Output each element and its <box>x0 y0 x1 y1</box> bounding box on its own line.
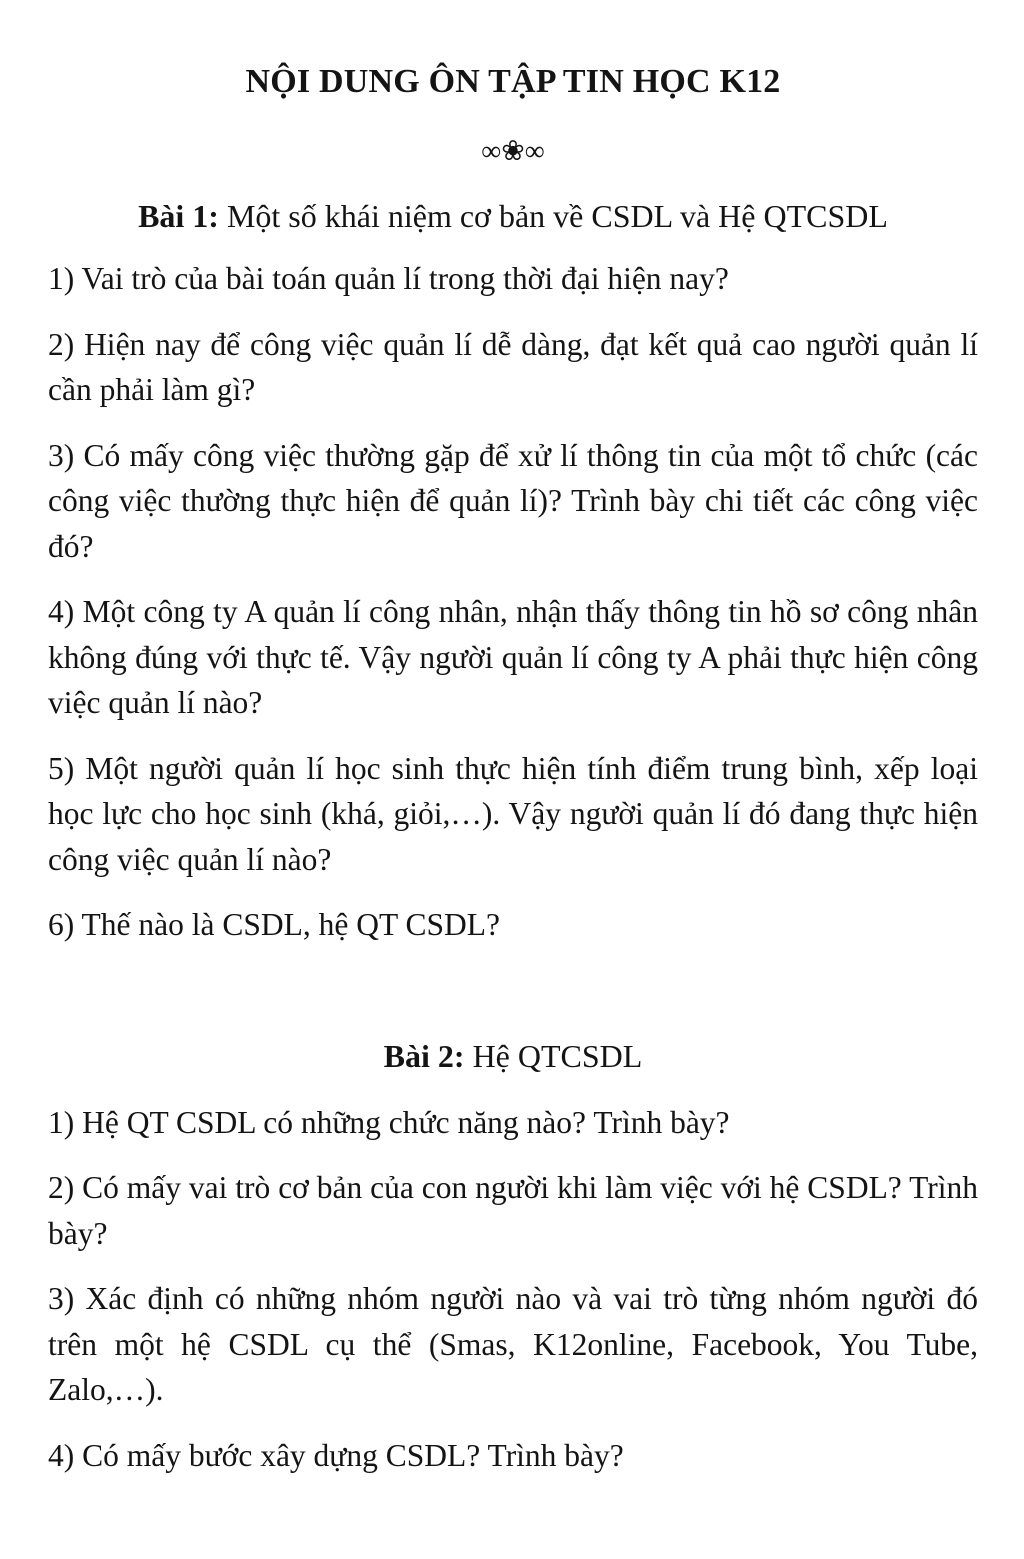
lesson-2-heading <box>48 1034 978 1078</box>
question-1-2: 2) Hiện nay để công việc quản lí dễ dàng, đạt kết quả cao người quản lí cần phải làm gì? <box>48 326 978 407</box>
question-2-1: 1) Hệ QT CSDL có những chức năng nào? Trình bày? <box>48 1104 730 1140</box>
question-1-5: 5) Một người quản lí học sinh thực hiện tính điểm trung bình, xếp loại học lực cho học sinh (khá, giỏi,…). Vậy người quản lí đó đang thực hiện công việc quản lí nào? <box>48 750 978 877</box>
lesson-2-questions <box>48 1100 978 1479</box>
lesson-1-questions <box>48 256 978 948</box>
lesson-1-heading <box>48 194 978 238</box>
question-1-1: 1) Vai trò của bài toán quản lí trong thời đại hiện nay? <box>48 261 729 296</box>
question-2-4: 4) Có mấy bước xây dựng CSDL? Trình bày? <box>48 1437 624 1473</box>
lesson-1-title: Một số khái niệm cơ bản về CSDL và Hệ QTCSDL <box>218 198 888 234</box>
question-1-4: 4) Một công ty A quản lí công nhân, nhận thấy thông tin hồ sơ công nhân không đúng với thực tế. Vậy người quản lí công ty A phải thực hiện công việc quản lí nào? <box>48 594 978 720</box>
document-page <box>48 60 978 1478</box>
document-title: NỘI DUNG ÔN TẬP TIN HỌC K12 <box>245 63 781 100</box>
question-2-2: 2) Có mấy vai trò cơ bản của con người khi làm việc với hệ CSDL? Trình bày? <box>48 1170 978 1251</box>
lesson-2 <box>48 1034 978 1479</box>
lesson-1-label: Bài 1: <box>138 198 219 234</box>
lesson-2-label: Bài 2: <box>383 1037 465 1074</box>
lesson-1 <box>48 194 978 948</box>
ornament-divider: ∞❀∞ <box>481 136 545 167</box>
question-1-3: 3) Có mấy công việc thường gặp để xử lí thông tin của một tổ chức (các công việc thường thực hiện để quản lí)? Trình bày chi tiết các công việc đó? <box>48 437 978 564</box>
question-1-6: 6) Thế nào là CSDL, hệ QT CSDL? <box>48 907 501 942</box>
lesson-2-title: Hệ QTCSDL <box>464 1037 643 1074</box>
question-2-3: 3) Xác định có những nhóm người nào và vai trò từng nhóm người đó trên một hệ CSDL cụ thể (Smas, K12online, Facebook, You Tube, Zalo,…). <box>48 1281 978 1407</box>
